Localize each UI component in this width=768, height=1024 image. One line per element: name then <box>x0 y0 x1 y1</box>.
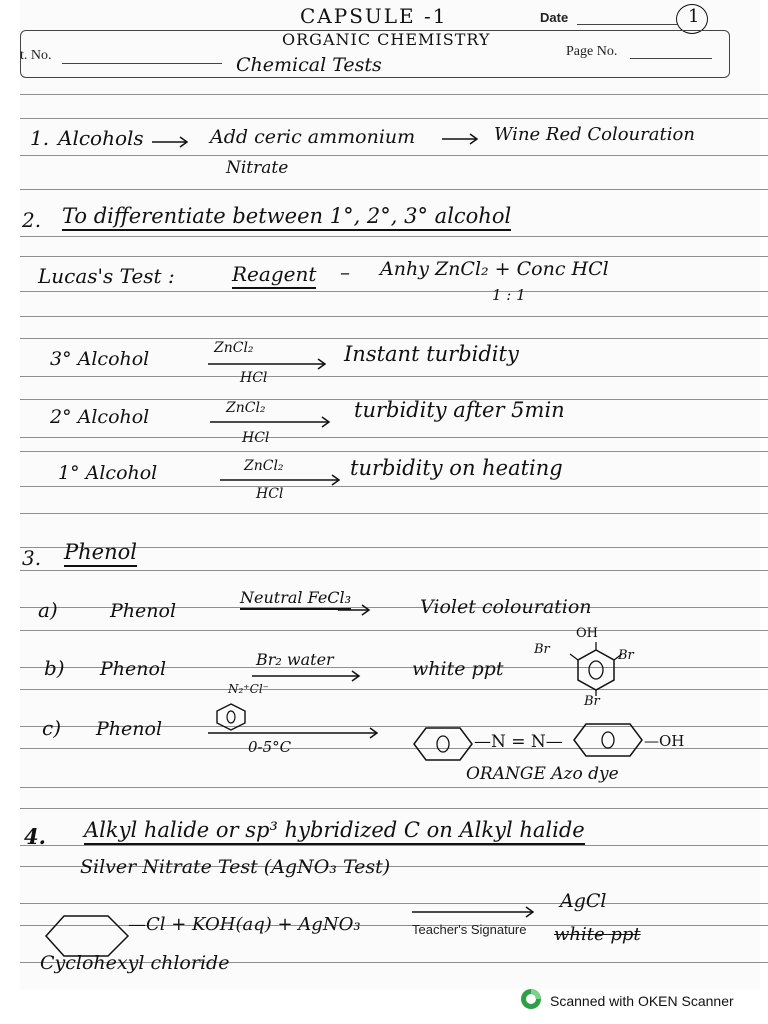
item-b-phenol: Phenol <box>100 658 167 680</box>
section-2-number: 2. <box>22 208 42 232</box>
azo-linkage: —N = N— <box>474 732 563 752</box>
page-no-label: Page No. <box>566 44 618 59</box>
date-line <box>577 24 677 25</box>
ruled-line <box>20 570 768 571</box>
section-1-result: Wine Red Colouration <box>494 124 695 145</box>
reaction-arrow <box>218 474 342 486</box>
alcohol-1-label: 1° Alcohol <box>58 462 158 484</box>
zncl2-label: ZnCl₂ <box>226 400 266 416</box>
ruled-line <box>20 118 768 119</box>
reaction-arrow <box>250 670 362 682</box>
scanner-logo-icon <box>520 988 542 1014</box>
alcohol-1-result: turbidity on heating <box>350 456 563 480</box>
scanner-watermark <box>520 990 734 1012</box>
teacher-signature-label: Teacher's Signature <box>412 922 527 937</box>
reaction-arrow <box>410 906 536 918</box>
sr-no-line <box>62 63 222 64</box>
hcl-label: HCl <box>256 486 284 502</box>
reaction-arrow <box>336 604 372 616</box>
ruled-line <box>20 486 768 487</box>
ruled-line <box>20 630 768 631</box>
item-a-result: Violet colouration <box>420 596 592 618</box>
section-3-title: Phenol <box>64 540 137 567</box>
item-c-result: ORANGE Azo dye <box>466 764 619 784</box>
section-2-title: To differentiate between 1°, 2°, 3° alcohol <box>62 204 511 231</box>
dash: – <box>340 260 350 284</box>
item-a-reagent: Neutral FeCl₃ <box>240 588 351 610</box>
lucas-reagent: Anhy ZnCl₂ + Conc HCl <box>380 258 609 280</box>
ruled-line <box>20 316 768 317</box>
cyclohexyl-chloride-label: Cyclohexyl chloride <box>40 952 230 974</box>
section-1-reagent-2: Nitrate <box>226 158 289 178</box>
ruled-line <box>20 256 768 257</box>
section-4-product-note: white ppt <box>554 924 641 945</box>
section-4-number: 4. <box>24 824 46 849</box>
azo-ring-left-icon <box>412 726 474 766</box>
arrow-icon <box>440 133 480 145</box>
ruled-line <box>20 338 768 339</box>
subject-title: ORGANIC CHEMISTRY <box>282 30 491 49</box>
reaction-arrow <box>206 727 382 739</box>
ruled-line <box>20 94 768 95</box>
ruled-line <box>20 787 768 788</box>
date-label: Date <box>540 10 569 25</box>
br-label: Br <box>534 642 550 657</box>
diazonium-label: N₂⁺Cl⁻ <box>228 682 269 696</box>
reagent-ratio: 1 : 1 <box>492 286 526 304</box>
zncl2-label: ZnCl₂ <box>244 458 284 474</box>
br-label: Br <box>584 694 600 709</box>
section-4-product: AgCl <box>560 890 607 912</box>
oh-label: OH <box>576 626 598 641</box>
topic-title: Chemical Tests <box>236 54 382 76</box>
page-no-line <box>630 58 712 59</box>
section-4-reaction: —Cl + KOH(aq) + AgNO₃ <box>128 914 361 935</box>
item-a-label: a) <box>38 598 58 622</box>
ruled-line <box>20 437 768 438</box>
section-1-number: 1. <box>30 126 50 150</box>
alcohol-3-label: 3° Alcohol <box>50 348 150 370</box>
alcohol-2-label: 2° Alcohol <box>50 406 150 428</box>
scanner-text: Scanned with OKEN Scanner <box>550 993 734 1009</box>
ruled-line <box>20 189 768 190</box>
section-1-title: Alcohols <box>58 126 144 150</box>
ruled-line <box>20 291 768 292</box>
ruled-line <box>20 451 768 452</box>
ruled-line <box>20 689 768 690</box>
alcohol-3-result: Instant turbidity <box>344 342 519 366</box>
br-label: Br <box>618 648 634 663</box>
ruled-line <box>20 903 768 904</box>
item-c-phenol: Phenol <box>96 718 163 740</box>
alcohol-2-result: turbidity after 5min <box>354 398 565 422</box>
capsule-title: CAPSULE -1 <box>300 4 448 28</box>
arrow-icon <box>150 136 190 148</box>
sr-no-label: t. No. <box>20 48 52 63</box>
ruled-line <box>20 376 768 377</box>
ruled-line <box>20 513 768 514</box>
reagent-label: Reagent <box>232 262 316 289</box>
ruled-line <box>20 808 768 809</box>
section-3-number: 3. <box>22 546 42 570</box>
item-c-label: c) <box>42 716 62 740</box>
reaction-arrow <box>208 416 332 428</box>
hcl-label: HCl <box>240 370 268 386</box>
item-a-phenol: Phenol <box>110 600 177 622</box>
ruled-line <box>20 845 768 846</box>
section-4-test: Silver Nitrate Test (AgNO₃ Test) <box>80 856 391 878</box>
section-4-title: Alkyl halide or sp³ hybridized C on Alkyl halide <box>84 818 585 845</box>
azo-ring-right-icon <box>572 722 644 762</box>
ruled-line <box>20 236 768 237</box>
page-number: 1 <box>688 6 700 27</box>
lucas-test-label: Lucas's Test : <box>38 264 175 288</box>
hcl-label: HCl <box>242 430 270 446</box>
item-b-label: b) <box>44 656 65 680</box>
zncl2-label: ZnCl₂ <box>214 340 254 356</box>
reaction-arrow <box>206 358 328 370</box>
azo-oh: —OH <box>644 732 685 750</box>
item-c-condition: 0-5°C <box>248 738 292 756</box>
section-1-reagent: Add ceric ammonium <box>210 126 416 148</box>
item-b-result: white ppt <box>412 658 504 680</box>
ruled-line <box>20 155 768 156</box>
item-b-reagent: Br₂ water <box>256 650 334 669</box>
